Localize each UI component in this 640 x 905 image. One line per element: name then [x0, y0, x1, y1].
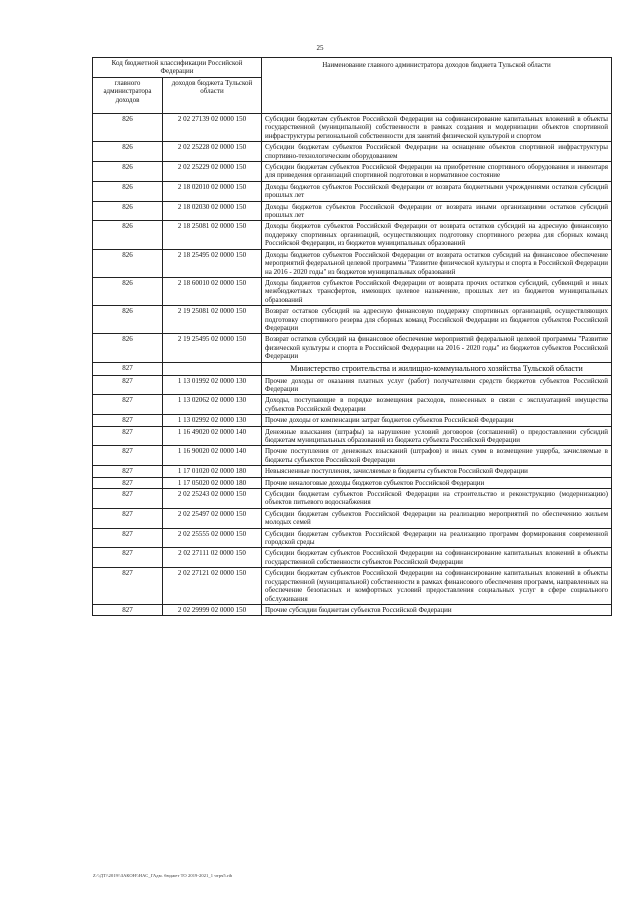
- admin-code-cell: 826: [93, 221, 163, 249]
- admin-code-cell: 827: [93, 362, 163, 375]
- revenue-code-cell: 1 13 01992 02 0000 130: [163, 375, 262, 395]
- admin-code-cell: 827: [93, 508, 163, 528]
- revenue-code-cell: 2 02 25228 02 0000 150: [163, 142, 262, 162]
- table-row: [93, 201, 612, 221]
- revenue-name-cell: Субсидии бюджетам субъектов Российской Федерации на оснащение объектов спортивной инфраструктуры спортивно-технологическим оборудованием: [262, 142, 612, 162]
- table-row: [93, 446, 612, 466]
- admin-code-cell: 827: [93, 375, 163, 395]
- revenue-name-cell: Субсидии бюджетам субъектов Российской Федерации на реализацию программ формирования современной городской среды: [262, 528, 612, 548]
- revenue-name-cell: Субсидии бюджетам субъектов Российской Федерации на софинансирование капитальных вложений в объекты государственной (муниципальной) собственности в рамках финансового обеспечения программ, направленных на обеспечение безопасных и комфортных условий предоставления социальных услуг в сфере социального обслуживания: [262, 568, 612, 605]
- admin-code-cell: 827: [93, 528, 163, 548]
- table-row: [93, 528, 612, 548]
- revenue-code-cell: 2 02 25555 02 0000 150: [163, 528, 262, 548]
- revenue-code-cell: 1 17 05020 02 0000 180: [163, 477, 262, 488]
- revenue-code-cell: 1 13 02062 02 0000 130: [163, 395, 262, 415]
- revenue-name-cell: Прочие доходы от оказания платных услуг (работ) получателями средств бюджетов субъектов Российской Федерации: [262, 375, 612, 395]
- admin-code-cell: 826: [93, 249, 163, 277]
- admin-code-cell: 827: [93, 415, 163, 426]
- ministry-name-cell: Министерство строительства и жилищно-коммунального хозяйства Тульской области: [262, 362, 612, 375]
- revenue-name-cell: Субсидии бюджетам субъектов Российской Федерации на софинансирование капитальных вложений в объекты государственной собственности субъектов Российской Федерации: [262, 548, 612, 568]
- table-row: [93, 375, 612, 395]
- table-row: [93, 334, 612, 362]
- revenue-name-cell: Возврат остатков субсидий на финансовое обеспечение мероприятий федеральной целевой программы "Развитие физической культуры и спорта в Российской Федерации на 2016 - 2020 годы" из бюджетов субъектов Российской Федерации: [262, 334, 612, 362]
- table-row: [93, 489, 612, 509]
- table-row: [93, 508, 612, 528]
- table-row: [93, 162, 612, 182]
- revenue-name-cell: Доходы бюджетов субъектов Российской Федерации от возврата бюджетными учреждениями остатков субсидий прошлых лет: [262, 181, 612, 201]
- table-row: [93, 221, 612, 249]
- table-row: [93, 548, 612, 568]
- admin-code-cell: 827: [93, 548, 163, 568]
- revenue-name-cell: Прочие поступления от денежных взысканий (штрафов) и иных сумм в возмещение ущерба, зачисляемые в бюджеты субъектов Российской Федерации: [262, 446, 612, 466]
- revenue-code-cell: 2 18 25495 02 0000 150: [163, 249, 262, 277]
- revenue-name-cell: Прочие субсидии бюджетам субъектов Российской Федерации: [262, 604, 612, 615]
- admin-code-cell: 827: [93, 466, 163, 477]
- admin-code-cell: 827: [93, 489, 163, 509]
- revenue-code-cell: 2 02 25497 02 0000 150: [163, 508, 262, 528]
- table-row: [93, 568, 612, 605]
- admin-code-cell: 826: [93, 306, 163, 334]
- admin-code-cell: 826: [93, 181, 163, 201]
- revenue-name-cell: Невыясненные поступления, зачисляемые в бюджеты субъектов Российской Федерации: [262, 466, 612, 477]
- revenue-name-cell: Доходы бюджетов субъектов Российской Федерации от возврата иными организациями остатков субсидий прошлых лет: [262, 201, 612, 221]
- revenue-code-cell: 2 18 02010 02 0000 150: [163, 181, 262, 201]
- header-row-1: [93, 58, 612, 78]
- table-row: [93, 466, 612, 477]
- table-row: [93, 604, 612, 615]
- admin-code-cell: 826: [93, 114, 163, 142]
- revenue-code-cell: 2 02 25229 02 0000 150: [163, 162, 262, 182]
- revenue-name-cell: Субсидии бюджетам субъектов Российской Федерации на софинансирование капитальных вложений в объекты государственной (муниципальной) собственности в рамках создания и модернизации объектов спортивной инфраструктуры региональной собственности для занятий физической культурой и спортом: [262, 114, 612, 142]
- revenue-code-cell: 2 19 25081 02 0000 150: [163, 306, 262, 334]
- revenue-code-cell: 2 02 29999 02 0000 150: [163, 604, 262, 615]
- revenue-code-cell: [163, 362, 262, 375]
- table-row: [93, 142, 612, 162]
- admin-code-cell: 826: [93, 142, 163, 162]
- admin-code-cell: 827: [93, 446, 163, 466]
- revenue-name-cell: Прочие доходы от компенсации затрат бюджетов субъектов Российской Федерации: [262, 415, 612, 426]
- revenue-code-cell: 2 02 27121 02 0000 150: [163, 568, 262, 605]
- budget-classification-header: Код бюджетной классификации Российской Федерации: [93, 58, 262, 78]
- revenue-name-cell: Субсидии бюджетам субъектов Российской Федерации на приобретение спортивного оборудования и инвентаря для приведения организаций спортивной подготовки в нормативное состояние: [262, 162, 612, 182]
- revenue-code-cell: 2 02 27139 02 0000 150: [163, 114, 262, 142]
- admin-code-cell: 826: [93, 277, 163, 305]
- admin-code-cell: 826: [93, 334, 163, 362]
- admin-code-cell: 827: [93, 604, 163, 615]
- revenue-code-cell: 1 16 90020 02 0000 140: [163, 446, 262, 466]
- revenue-code-cell: 2 02 27111 02 0000 150: [163, 548, 262, 568]
- revenue-name-cell: Денежные взыскания (штрафы) за нарушение условий договоров (соглашений) о предоставлении субсидий бюджетам муниципальных образований из бюджета субъекта Российской Федерации: [262, 426, 612, 446]
- table-row: [93, 426, 612, 446]
- admin-code-cell: 827: [93, 395, 163, 415]
- table-body: [93, 114, 612, 616]
- revenue-name-cell: Доходы бюджетов субъектов Российской Федерации от возврата прочих остатков субсидий, субвенций и иных межбюджетных трансфертов, имеющих целевое назначение, прошлых лет из бюджетов муниципальных образований: [262, 277, 612, 305]
- table-row: [93, 249, 612, 277]
- revenue-name-cell: Доходы, поступающие в порядке возмещения расходов, понесенных в связи с эксплуатацией имущества субъектов Российской Федерации: [262, 395, 612, 415]
- footer-file-path: Z:\\ДТ\\2019\\ЗАКОН\\НАС_ГАдм. бюджет ТО 2019-2021_1 чтрч5.rtb: [93, 873, 233, 878]
- budget-revenue-header: доходов бюджета Тульской области: [163, 78, 262, 114]
- revenue-code-cell: 1 13 02992 02 0000 130: [163, 415, 262, 426]
- revenue-code-cell: 2 18 25081 02 0000 150: [163, 221, 262, 249]
- revenue-name-cell: Субсидии бюджетам субъектов Российской Федерации на строительство и реконструкцию (модернизацию) объектов питьевого водоснабжения: [262, 489, 612, 509]
- revenue-code-cell: 1 16 49020 02 0000 140: [163, 426, 262, 446]
- table-row: [93, 415, 612, 426]
- revenue-code-cell: 1 17 01020 02 0000 180: [163, 466, 262, 477]
- revenue-code-cell: 2 02 25243 02 0000 150: [163, 489, 262, 509]
- table-row: [93, 306, 612, 334]
- revenue-name-cell: Доходы бюджетов субъектов Российской Федерации от возврата остатков субсидий на финансовое обеспечение мероприятий федеральной целевой программы "Развитие физической культуры и спорта в Российской Федерации на 2016 - 2020 годы" из бюджетов муниципальных образований: [262, 249, 612, 277]
- ministry-row: [93, 362, 612, 375]
- revenue-code-cell: 2 18 02030 02 0000 150: [163, 201, 262, 221]
- administrator-name-header: Наименование главного администратора доходов бюджета Тульской области: [262, 58, 612, 114]
- revenue-name-cell: Субсидии бюджетам субъектов Российской Федерации на реализацию мероприятий по обеспечению жильем молодых семей: [262, 508, 612, 528]
- table-row: [93, 477, 612, 488]
- revenue-code-cell: 2 18 60010 02 0000 150: [163, 277, 262, 305]
- table-row: [93, 181, 612, 201]
- page-number: 25: [316, 44, 324, 52]
- table-row: [93, 114, 612, 142]
- revenue-name-cell: Прочие неналоговые доходы бюджетов субъектов Российской Федерации: [262, 477, 612, 488]
- table-row: [93, 277, 612, 305]
- admin-code-cell: 826: [93, 201, 163, 221]
- revenue-administrators-table: [92, 57, 612, 616]
- admin-code-cell: 827: [93, 568, 163, 605]
- revenue-code-cell: 2 19 25495 02 0000 150: [163, 334, 262, 362]
- revenue-name-cell: Доходы бюджетов субъектов Российской Федерации от возврата остатков субсидий на адресную финансовую поддержку спортивных организаций, осуществляющих подготовку спортивного резерва для сборных команд Российской Федерации, из бюджетов муниципальных образований: [262, 221, 612, 249]
- admin-code-cell: 826: [93, 162, 163, 182]
- table-row: [93, 395, 612, 415]
- admin-code-cell: 827: [93, 477, 163, 488]
- admin-code-cell: 827: [93, 426, 163, 446]
- chief-administrator-header: главного администратора доходов: [93, 78, 163, 114]
- revenue-name-cell: Возврат остатков субсидий на адресную финансовую поддержку спортивных организаций, осуществляющих подготовку спортивного резерва для сборных команд Российской Федерации из бюджетов субъектов Российской Федерации: [262, 306, 612, 334]
